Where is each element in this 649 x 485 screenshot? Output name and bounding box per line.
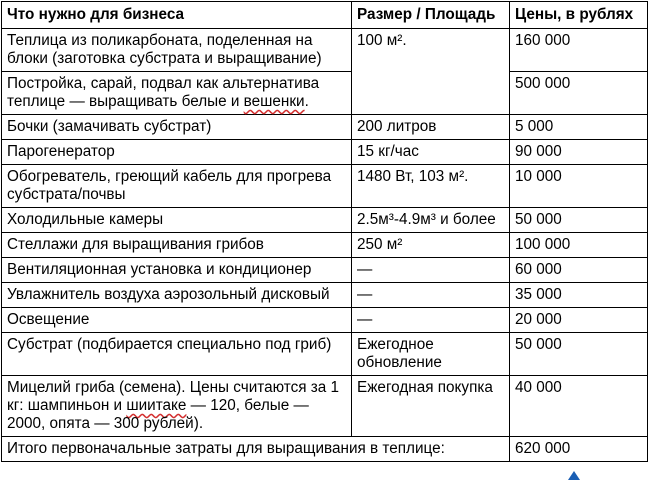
item-cell: Теплица из поликарбоната, поделенная на блоки (заготовка субстрата и выращивание) [2, 29, 352, 72]
size-cell: 2.5м³-4.9м³ и более [352, 208, 510, 233]
table-row [2, 29, 648, 72]
item-text: Мицелий гриба (семена). Цены считаются за 1 кг: шампиньон и [7, 379, 340, 414]
size-cell: 100 м². [352, 29, 510, 115]
item-cell: Стеллажи для выращивания грибов [2, 233, 352, 258]
item-cell: Освещение [2, 308, 352, 333]
table-row [2, 333, 648, 376]
table-row [2, 140, 648, 165]
item-cell [2, 72, 352, 115]
price-cell: 50 000 [510, 208, 648, 233]
item-cell: Субстрат (подбирается специально под гриб) [2, 333, 352, 376]
price-cell: 35 000 [510, 283, 648, 308]
table-row [2, 376, 648, 437]
item-cell: Бочки (замачивать субстрат) [2, 115, 352, 140]
item-cell: Обогреватель, греющий кабель для прогрева субстрата/почвы [2, 165, 352, 208]
price-cell: 40 000 [510, 376, 648, 437]
size-cell: 1480 Вт, 103 м². [352, 165, 510, 208]
table-row [2, 308, 648, 333]
table-row [2, 283, 648, 308]
table-row [2, 208, 648, 233]
total-row [2, 437, 648, 462]
table-row [2, 258, 648, 283]
cursor-marker-icon [568, 471, 580, 480]
header-item: Что нужно для бизнеса [2, 2, 352, 29]
table-row [2, 233, 648, 258]
size-cell: 250 м² [352, 233, 510, 258]
total-price[interactable]: 620 000 [510, 437, 648, 462]
item-cell: Парогенератор [2, 140, 352, 165]
item-text: . [304, 93, 309, 110]
size-cell: — [352, 308, 510, 333]
price-cell: 50 000 [510, 333, 648, 376]
size-cell: 200 литров [352, 115, 510, 140]
price-cell: 60 000 [510, 258, 648, 283]
item-text: — 120, белые — 2000, опята — 300 рублей). [7, 397, 309, 432]
item-cell: Вентиляционная установка и кондиционер [2, 258, 352, 283]
header-price: Цены, в рублях [510, 2, 648, 29]
price-cell: 90 000 [510, 140, 648, 165]
item-cell [2, 376, 352, 437]
item-cell: Увлажнитель воздуха аэрозольный дисковый [2, 283, 352, 308]
item-cell: Холодильные камеры [2, 208, 352, 233]
item-text: Постройка, сарай, подвал как альтернатива теплице — выращивать белые и [7, 75, 320, 110]
table-row [2, 72, 648, 115]
size-cell: — [352, 258, 510, 283]
size-cell: — [352, 283, 510, 308]
spellcheck-word: шиитаке [126, 397, 187, 414]
business-cost-table [1, 1, 648, 462]
price-cell: 5 000 [510, 115, 648, 140]
price-cell: 20 000 [510, 308, 648, 333]
table-header-row [2, 2, 648, 29]
price-cell: 500 000 [510, 72, 648, 115]
total-label: Итого первоначальные затраты для выращивания в теплице: [2, 437, 510, 462]
table-row [2, 165, 648, 208]
size-cell: Ежегодная покупка [352, 376, 510, 437]
header-size: Размер / Площадь [352, 2, 510, 29]
price-cell: 100 000 [510, 233, 648, 258]
size-cell: Ежегодное обновление [352, 333, 510, 376]
price-cell: 160 000 [510, 29, 648, 72]
size-cell: 15 кг/час [352, 140, 510, 165]
price-cell: 10 000 [510, 165, 648, 208]
spellcheck-word: вешенки [243, 93, 305, 110]
table-row [2, 115, 648, 140]
